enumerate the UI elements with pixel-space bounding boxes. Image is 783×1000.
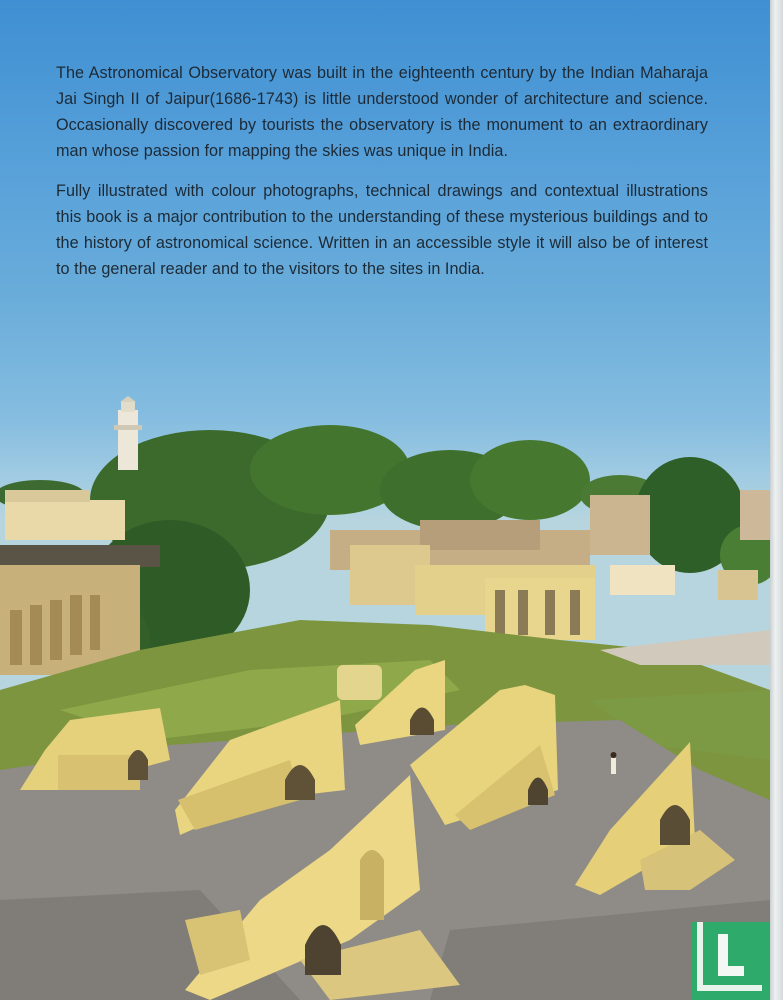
book-edge bbox=[770, 0, 783, 1000]
blurb-paragraph-2: Fully illustrated with colour photographs, technical drawings and contextual illustrations this book is a major contribution to the understanding of these mysterious buildings and to the history of astronomical science. Written in an accessible style it will also be of interest to the general reader and to the visitors to the sites in India. bbox=[56, 182, 708, 278]
logo-l-icon bbox=[692, 922, 770, 1000]
blurb-paragraph-1: The Astronomical Observatory was built in the eighteenth century by the Indian Maharaja Jai Singh II of Jaipur(1686-1743) is little understood wonder of architecture and science. Occasionally discovered by tourists the observatory is the monument to an extraordinary man whose passion for mapping the skies was unique in India. bbox=[56, 64, 708, 160]
blurb-text bbox=[56, 60, 708, 296]
watermark-logo bbox=[692, 922, 770, 1000]
visitor-figure bbox=[611, 752, 617, 774]
minaret bbox=[114, 396, 142, 470]
